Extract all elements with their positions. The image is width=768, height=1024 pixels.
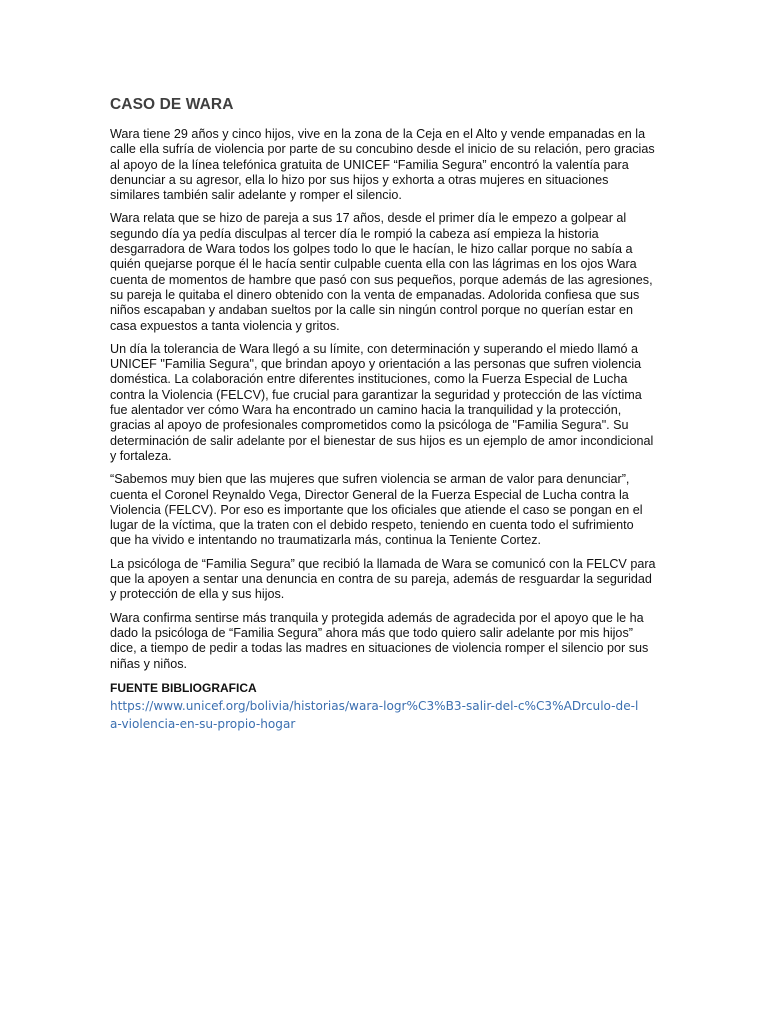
paragraph-story: Wara relata que se hizo de pareja a sus 17 años, desde el primer día le empezo a golpear al segundo día ya pedía disculpas al tercer día le rompió la cabeza así empieza la historia desgarradora de Wara todos los golpes todo lo que le hacían, le hizo callar porque no sabía a quién quejarse porque él le hacía sentir culpable cuenta ella con las lágrimas en los ojos Wara cuenta de momentos de hambre que pasó con sus pequeños, porque además de las agresiones, su pareja le quitaba el dinero obtenido con la venta de empanadas. Adolorida confiesa que sus niños escapaban y andaban sueltos por la calle sin ningún control porque no querían estar en casa expuestos a tanta violencia y gritos. bbox=[110, 211, 653, 333]
paragraph-call: Un día la tolerancia de Wara llegó a su límite, con determinación y superando el miedo llamó a UNICEF "Familia Segura", que brindan apoyo y orientación a las personas que sufren violencia doméstica. La colaboración entre diferentes instituciones, como la Fuerza Especial de Lucha contra la Violencia (FELCV), fue crucial para garantizar la seguridad y protección de las víctima fue alentador ver cómo Wara ha encontrado un camino hacia la tranquilidad y la protección, gracias al apoyo de profesionales comprometidos como la psicóloga de "Familia Segura". Su determinación de salir adelante por el bienestar de sus hijos es un ejemplo de amor incondicional y fortaleza. bbox=[110, 341, 654, 463]
paragraph-psychologist: La psicóloga de “Familia Segura” que recibió la llamada de Wara se comunicó con la FELCV para que la apoyen a sentar una denuncia en contra de su pareja, además de resguardar la seguridad y protección de ella y sus hijos. bbox=[110, 556, 656, 602]
source-link[interactable]: https://www.unicef.org/bolivia/historias/wara-logr%C3%B3-salir-del-c%C3%ADrculo-de-la-violencia-en-su-propio-hogar bbox=[110, 698, 639, 731]
paragraph-closing: Wara confirma sentirse más tranquila y protegida además de agradecida por el apoyo que le ha dado la psicóloga de “Familia Segura” ahora más que todo quiero salir adelante por mis hijos” dice, a tiempo de pedir a todas las madres en situaciones de violencia romper el silencio por sus niñas y niños. bbox=[110, 610, 649, 671]
paragraph-quote: “Sabemos muy bien que las mujeres que sufren violencia se arman de valor para denunciar”, cuenta el Coronel Reynaldo Vega, Director General de la Fuerza Especial de Lucha contra la Violencia (FELCV). Por eso es importante que los oficiales que atiende el caso se pongan en el lugar de la víctima, que la traten con el debido respeto, teniendo en cuenta todo el sufrimiento que ha vivido e intentando no traumatizarla más, continua la Teniente Cortez. bbox=[110, 472, 643, 548]
source-heading: FUENTE BIBLIOGRAFICA bbox=[110, 680, 257, 695]
document-title: CASO DE WARA bbox=[110, 96, 234, 113]
paragraph-intro: Wara tiene 29 años y cinco hijos, vive en la zona de la Ceja en el Alto y vende empanadas en la calle ella sufría de violencia por parte de su concubino desde el inicio de su relación, pero gracias al apoyo de la línea telefónica gratuita de UNICEF “Familia Segura” encontró la valentía para denunciar a su agresor, ella lo hizo por sus hijos y exhorta a otras mujeres en situaciones similares también salir adelante y romper el silencio. bbox=[110, 127, 655, 203]
